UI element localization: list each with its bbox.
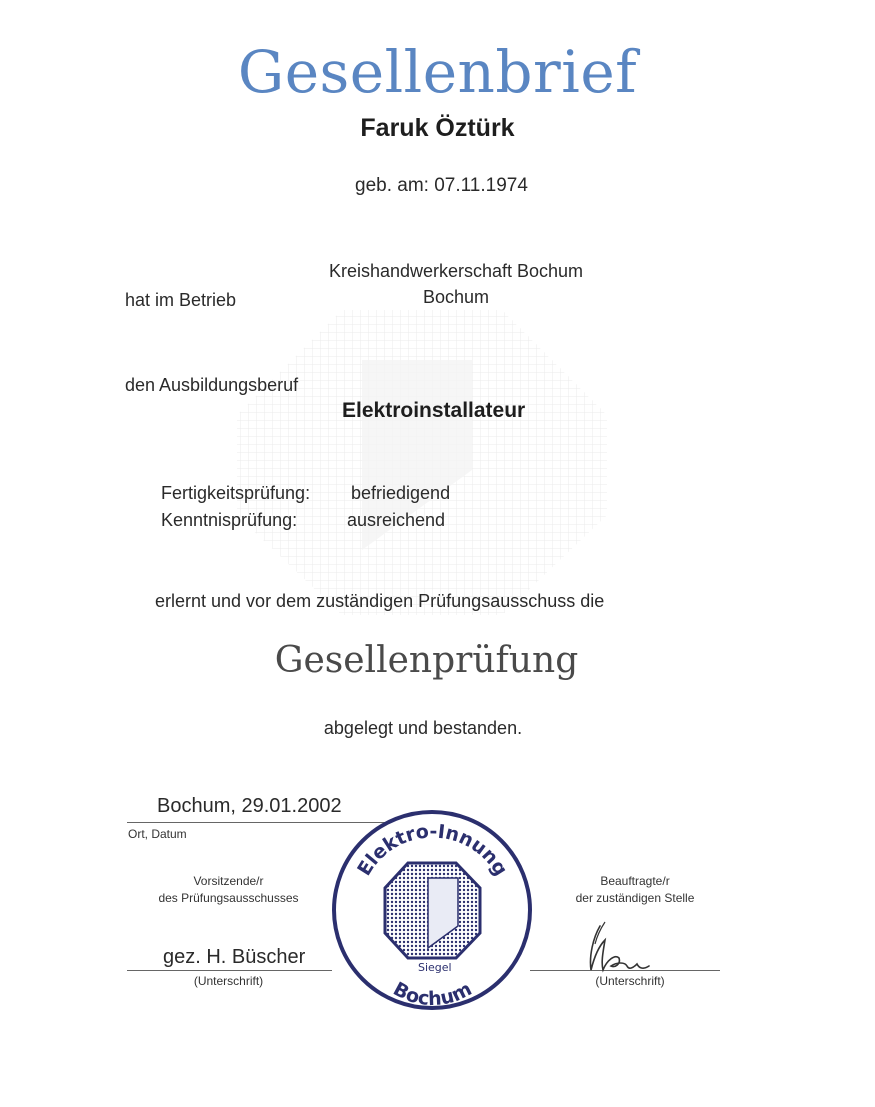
right-signer-caption-1: Beauftragte/r	[600, 874, 670, 888]
certificate-title: Gesellenbrief	[237, 38, 638, 106]
exam-grade-knowledge: ausreichend	[347, 510, 446, 530]
occupation-label: den Ausbildungsberuf	[125, 375, 299, 395]
left-signer-caption-2: des Prüfungsausschusses	[158, 891, 299, 905]
statement-text: erlernt und vor dem zuständigen Prüfungsausschuss die	[155, 591, 605, 611]
stamp-inner-text: Siegel	[418, 961, 452, 974]
exam-grade-skills: befriedigend	[351, 483, 451, 503]
stamp-top-text: Elektro-Innung	[353, 820, 512, 880]
stamp-bottom-text: Bochum	[389, 977, 476, 1011]
company-name: Kreishandwerkerschaft Bochum	[328, 261, 584, 281]
holder-name: Faruk Öztürk	[360, 114, 515, 142]
occupation: Elektroinstallateur	[342, 399, 526, 422]
exam-label-skills: Fertigkeitsprüfung:	[161, 483, 311, 503]
exam-label-knowledge: Kenntnisprüfung:	[161, 510, 298, 530]
right-signer-caption-2: der zuständigen Stelle	[575, 891, 695, 905]
left-signature-line	[127, 970, 332, 971]
company-city: Bochum	[422, 287, 490, 307]
right-signature-caption: (Unterschrift)	[595, 974, 665, 988]
official-stamp	[330, 808, 535, 1013]
left-signer-caption-1: Vorsitzende/r	[193, 874, 264, 888]
left-signature-caption: (Unterschrift)	[193, 974, 264, 988]
exam-title: Gesellenprüfung	[274, 640, 579, 681]
birth-date: geb. am: 07.11.1974	[355, 175, 528, 196]
company-label: hat im Betrieb	[125, 290, 237, 310]
place-date: Bochum, 29.01.2002	[157, 795, 342, 817]
place-date-caption: Ort, Datum	[128, 827, 187, 841]
left-signature: gez. H. Büscher	[163, 946, 306, 968]
watermark-emblem	[232, 300, 612, 620]
result-text: abgelegt und bestanden.	[323, 718, 523, 738]
handwritten-signature	[575, 918, 655, 978]
